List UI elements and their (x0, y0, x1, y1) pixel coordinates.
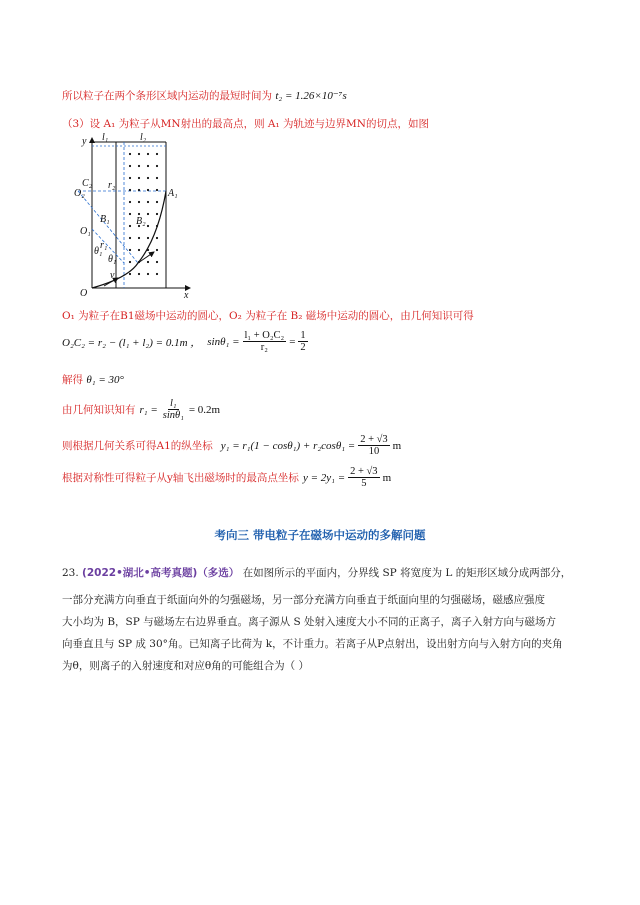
r1-derivation (62, 398, 220, 421)
question-source-tag: (2022•湖北•高考真题)（多选） (82, 567, 240, 579)
o2c2-equation: O₂C₂ = r₂ − (l₁ + l₂) = 0.1m ， (62, 336, 202, 349)
field-dot (129, 249, 131, 251)
y-max-numerator: 2 + √3 (350, 466, 378, 477)
label-theta1-b: θ₁ (108, 254, 117, 265)
field-dot (156, 153, 158, 155)
sin-theta-fraction (243, 330, 287, 353)
field-dot (156, 165, 158, 167)
y1-fraction (358, 434, 389, 457)
label-y: y (82, 136, 87, 147)
field-dot (129, 237, 131, 239)
field-dot (129, 153, 131, 155)
section-title: 考向三 带电粒子在磁场中运动的多解问题 (214, 528, 426, 542)
question-text-1: 在如图所示的平面内，分界线 SP 将宽度为 L 的矩形区域分成两部分， (242, 567, 572, 579)
field-dot (147, 177, 149, 179)
field-dot (129, 177, 131, 179)
field-dot (129, 261, 131, 263)
field-dot (138, 237, 140, 239)
sin-theta-numerator: l₁ + O₂C₂ (244, 330, 285, 341)
label-x: x (184, 290, 189, 301)
label-theta1-a: θ₁ (94, 246, 103, 257)
y1-denominator: 10 (368, 446, 380, 458)
solve-theta-formula: θ₁ = 30° (86, 374, 124, 386)
question-text-2: 一部分充满方向垂直于纸面向外的匀强磁场，另一部分充满方向垂直于纸面向里的匀强磁场，磁感应强度 (62, 594, 545, 606)
field-dot (138, 213, 140, 215)
field-dot (156, 177, 158, 179)
label-O1: O₁ (80, 226, 91, 237)
field-dot (138, 201, 140, 203)
question-line-1 (62, 565, 571, 580)
field-dot (138, 165, 140, 167)
solve-theta (62, 372, 124, 387)
y-max-lhs: y = 2y₁ = (302, 471, 346, 484)
field-dot (156, 189, 158, 191)
line-min-time (62, 88, 347, 103)
question-text-3: 大小均为 B，SP 与磁场左右边界垂直。离子源从 S 处射入速度大小不同的正离子，离子入射方向与磁场方 (62, 616, 557, 628)
label-O: O (80, 288, 88, 299)
field-dot (138, 273, 140, 275)
trajectory-arrow (138, 252, 154, 263)
sin-theta-denominator: r₂ (260, 342, 268, 354)
y1-derivation-text: 则根据几何关系可得A1的纵坐标 (62, 440, 213, 453)
y-max-unit: m (382, 471, 392, 484)
field-dot (138, 153, 140, 155)
part3-intro: （3）设 A₁ 为粒子从MN射出的最高点，则 A₁ 为轨迹与边界MN的切点，如图 (62, 118, 429, 130)
field-dot (147, 261, 149, 263)
label-l2: l₂ (140, 132, 147, 143)
question-text-4: 向垂直且与 SP 成 30°角。已知离子比荷为 k，不计重力。若离子从P点射出，设出射方向与入射方向的夹角 (62, 638, 563, 650)
field-dot (147, 225, 149, 227)
field-dot (129, 165, 131, 167)
field-dot (156, 201, 158, 203)
y1-derivation (62, 434, 401, 457)
half-denominator: 2 (300, 342, 306, 354)
trajectory-diagram (74, 128, 198, 301)
label-r2: r₂ (108, 180, 116, 191)
label-B1: B₁ (100, 214, 110, 225)
label-O2: O₂ (74, 188, 85, 199)
y1-lhs: y₁ = r₁(1 − cosθ₁) + r₂cosθ₁ = (220, 439, 356, 452)
field-dot (129, 213, 131, 215)
r1-fraction (161, 398, 186, 421)
field-dot (147, 153, 149, 155)
sin-theta-lhs: sinθ₁ = (207, 335, 240, 348)
field-dot (138, 189, 140, 191)
label-B2: B₂ (136, 216, 146, 227)
field-dot (147, 213, 149, 215)
r1-lhs: r₁ = (139, 403, 158, 416)
r1-rhs: = 0.2m (188, 403, 221, 416)
field-dot (129, 201, 131, 203)
y1-numerator: 2 + √3 (360, 434, 388, 445)
y1-unit: m (392, 439, 402, 452)
y-max-denominator: 5 (361, 478, 367, 490)
field-dot (147, 237, 149, 239)
field-dot (156, 249, 158, 251)
geometry-equations (62, 330, 311, 353)
line-min-time-formula: t₂ = 1.26×10⁻⁷s (275, 90, 347, 102)
half-numerator: 1 (300, 330, 306, 341)
y-max-derivation-text: 根据对称性可得粒子从y轴飞出磁场时的最高点坐标 (62, 472, 299, 485)
question-number: 23. (62, 567, 79, 579)
field-dot (156, 237, 158, 239)
field-dot (147, 165, 149, 167)
r1-derivation-text: 由几何知识知有 (62, 404, 136, 417)
field-dot (147, 273, 149, 275)
label-l1: l₁ (102, 132, 109, 143)
question-text-5: 为θ，则离子的入射速度和对应θ角的可能组合为（ ） (62, 660, 309, 672)
r1-numerator: l₁ (170, 398, 177, 409)
field-dot (147, 201, 149, 203)
field-dot (156, 273, 158, 275)
line-min-time-text: 所以粒子在两个条形区域内运动的最短时间为 (62, 90, 272, 102)
equals-sign: = (289, 335, 296, 348)
field-dot (156, 261, 158, 263)
field-dot (129, 225, 131, 227)
y-max-fraction (348, 466, 379, 489)
label-C2: C₂ (82, 178, 93, 189)
label-v: v (110, 270, 115, 281)
centers-explanation: O₁ 为粒子在B1磁场中运动的圆心，O₂ 为粒子在 B₂ 磁场中运动的圆心，由几何知识可得 (62, 310, 474, 322)
field-dot (129, 273, 131, 275)
field-dot (129, 189, 131, 191)
label-A1: A₁ (168, 188, 178, 199)
r1-denominator: sinθ₁ (162, 410, 184, 422)
y-max-derivation (62, 466, 391, 489)
label-r1: r₁ (100, 240, 108, 251)
half-fraction (298, 330, 307, 353)
field-dot (147, 189, 149, 191)
field-dot (156, 213, 158, 215)
field-dot (138, 249, 140, 251)
field-dot (138, 177, 140, 179)
solve-theta-text: 解得 (62, 374, 83, 386)
